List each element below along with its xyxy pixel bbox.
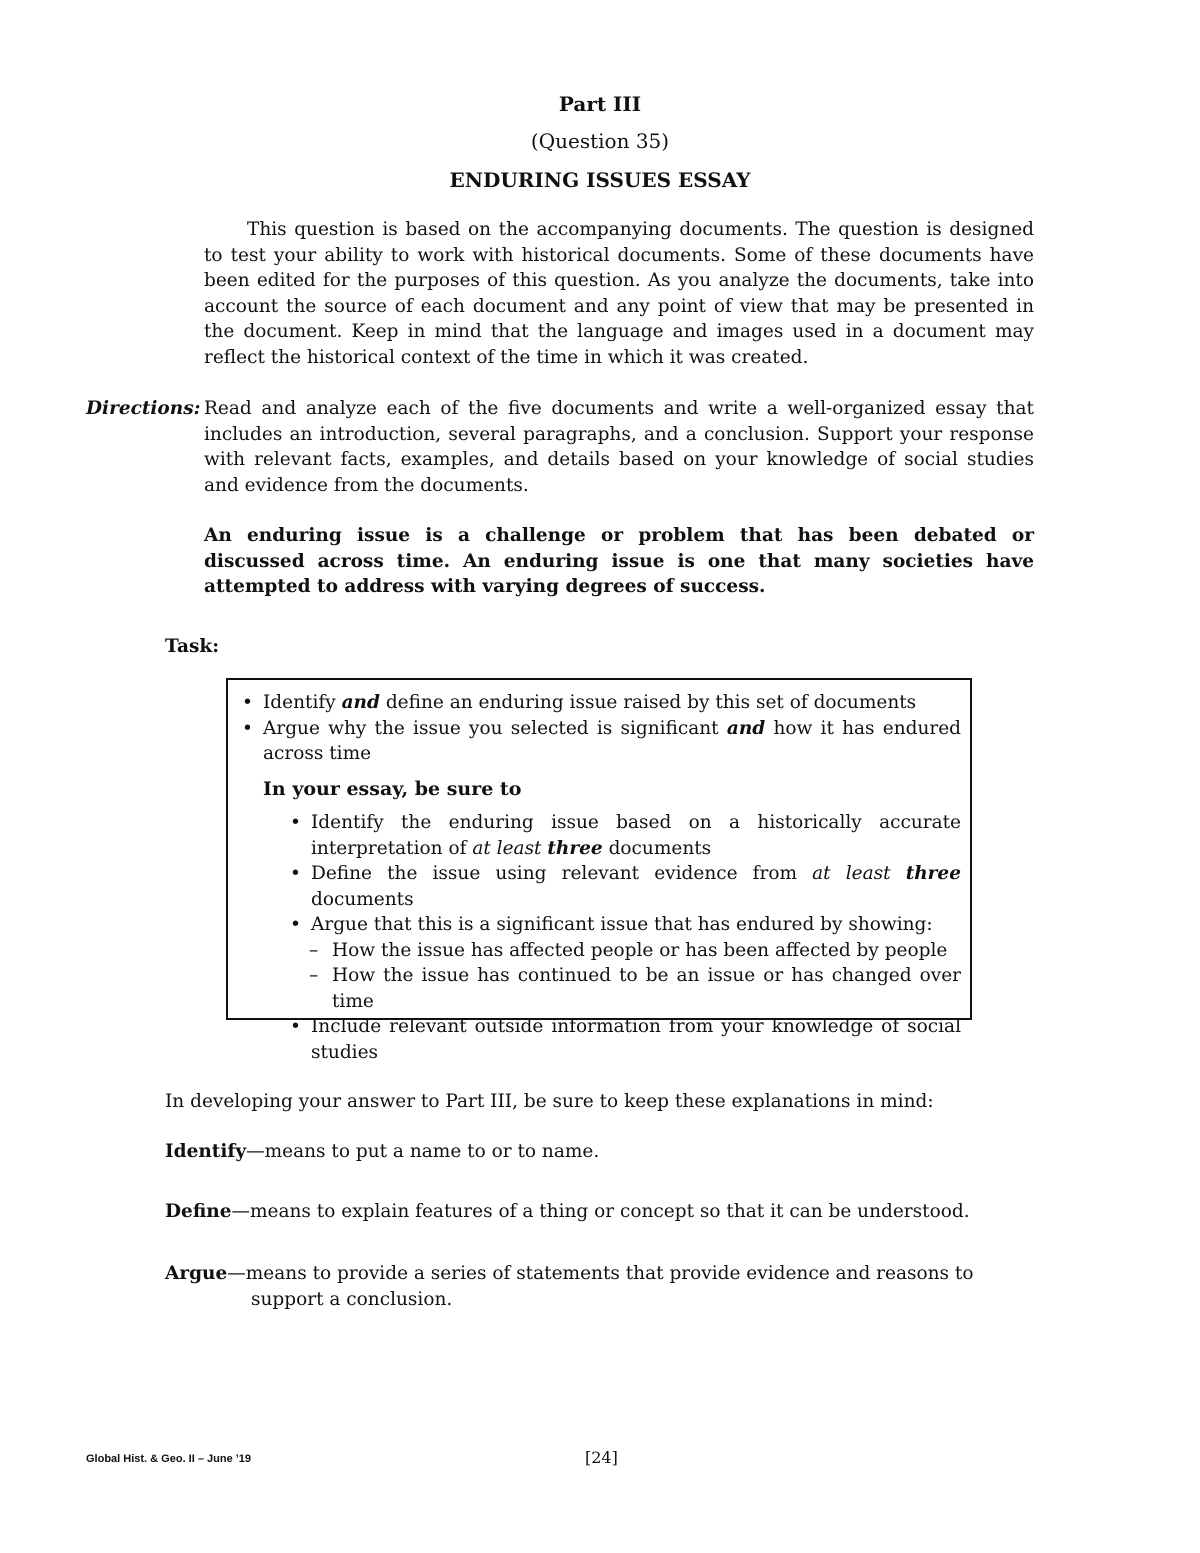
- argue-term: Argue: [165, 1263, 228, 1284]
- dash-item-affected: [309, 938, 961, 964]
- question-number: (Question 35): [530, 129, 670, 153]
- argue-definition-line1: —means to provide a series of statements that provide evidence and reasons to: [227, 1263, 974, 1284]
- task-label: Task:: [165, 636, 220, 657]
- essay-title: ENDURING ISSUES ESSAY: [449, 168, 751, 192]
- define-definition: —means to explain features of a thing or concept so that it can be understood.: [231, 1201, 970, 1222]
- identify-term: Identify: [165, 1141, 247, 1162]
- b2-text-pre: Argue why the issue you selected is significant: [263, 717, 719, 739]
- argue-explanation: [165, 1261, 974, 1287]
- d1-text: How the issue has affected people or has been affected by people: [332, 939, 948, 961]
- dash-mark: –: [309, 965, 319, 986]
- req-argue: [311, 912, 961, 1014]
- s2-text-pre: Define the issue using relevant evidence from: [311, 863, 798, 884]
- b1-text-post: define an enduring issue raised by this set of documents: [385, 692, 917, 713]
- essay-requirements: [311, 810, 961, 1065]
- req-identify: [311, 810, 961, 861]
- b1-emphasis: and: [341, 692, 380, 713]
- dash-mark: –: [309, 939, 319, 961]
- task-box: [226, 678, 972, 1063]
- req-outside-info: [311, 1014, 961, 1065]
- directions-label: Directions:: [86, 398, 201, 419]
- identify-explanation: [165, 1141, 599, 1162]
- s1-text-post: documents: [608, 837, 712, 859]
- s1-bold-italic: three: [547, 837, 603, 859]
- s3-text: Argue that this is a significant issue that has endured by showing:: [311, 914, 933, 935]
- page-number: [24]: [585, 1448, 618, 1467]
- s2-bold-italic: three: [905, 863, 961, 884]
- s1-italic: at least: [472, 837, 542, 859]
- define-explanation: [165, 1201, 970, 1222]
- enduring-issue-definition: An enduring issue is a challenge or problem that has been debated or discussed across time. An enduring issue is one that many societies have attempted to address with varying degrees of success.: [204, 525, 1034, 597]
- b2-emphasis: and: [726, 717, 766, 739]
- task-bullet-identify: [263, 690, 961, 716]
- task-bullets: [263, 690, 961, 767]
- directions-text: Read and analyze each of the five documents and write a well-organized essay that includes an introduction, several paragraphs, and a conclusion. Support your response with relevant facts, examples, and details based on your knowledge of social studies and evidence from the documents.: [204, 398, 1034, 496]
- task-bullet-argue: [263, 716, 961, 767]
- s2-text-post: documents: [311, 888, 414, 910]
- identify-definition: —means to put a name to or to name.: [246, 1141, 600, 1162]
- footer-exam-name: Global Hist. & Geo. II – June ’19: [86, 1453, 252, 1465]
- part-heading: Part III: [558, 92, 642, 116]
- d2-text: How the issue has continued to be an issue or has changed over time: [332, 965, 961, 1012]
- s1-text-pre: Identify the enduring issue based on a historically accurate interpretation of: [311, 812, 961, 859]
- define-term: Define: [165, 1201, 232, 1222]
- intro-paragraph: This question is based on the accompanying documents. The question is designed to test your ability to work with historical documents. Some of these documents have been edited for the purposes of this question. As you analyze the documents, take into account the source of each document and any point of view that may be presented in the document. Keep in mind that the language and images used in a document may reflect the historical context of the time in which it was created.: [204, 219, 1034, 368]
- dash-item-continued: [309, 963, 961, 1014]
- argue-definition-line2: support a conclusion.: [251, 1289, 453, 1310]
- explanations-intro: In developing your answer to Part III, be sure to keep these explanations in mind:: [165, 1091, 934, 1112]
- b2-text-post: how it has endured across time: [263, 717, 961, 764]
- s2-italic: at least: [812, 863, 891, 884]
- essay-sub-heading: In your essay, be sure to: [263, 778, 522, 800]
- s4-text: Include relevant outside information from your knowledge of social studies: [311, 1016, 961, 1063]
- req-define: [311, 861, 961, 912]
- b1-text-pre: Identify: [263, 692, 336, 713]
